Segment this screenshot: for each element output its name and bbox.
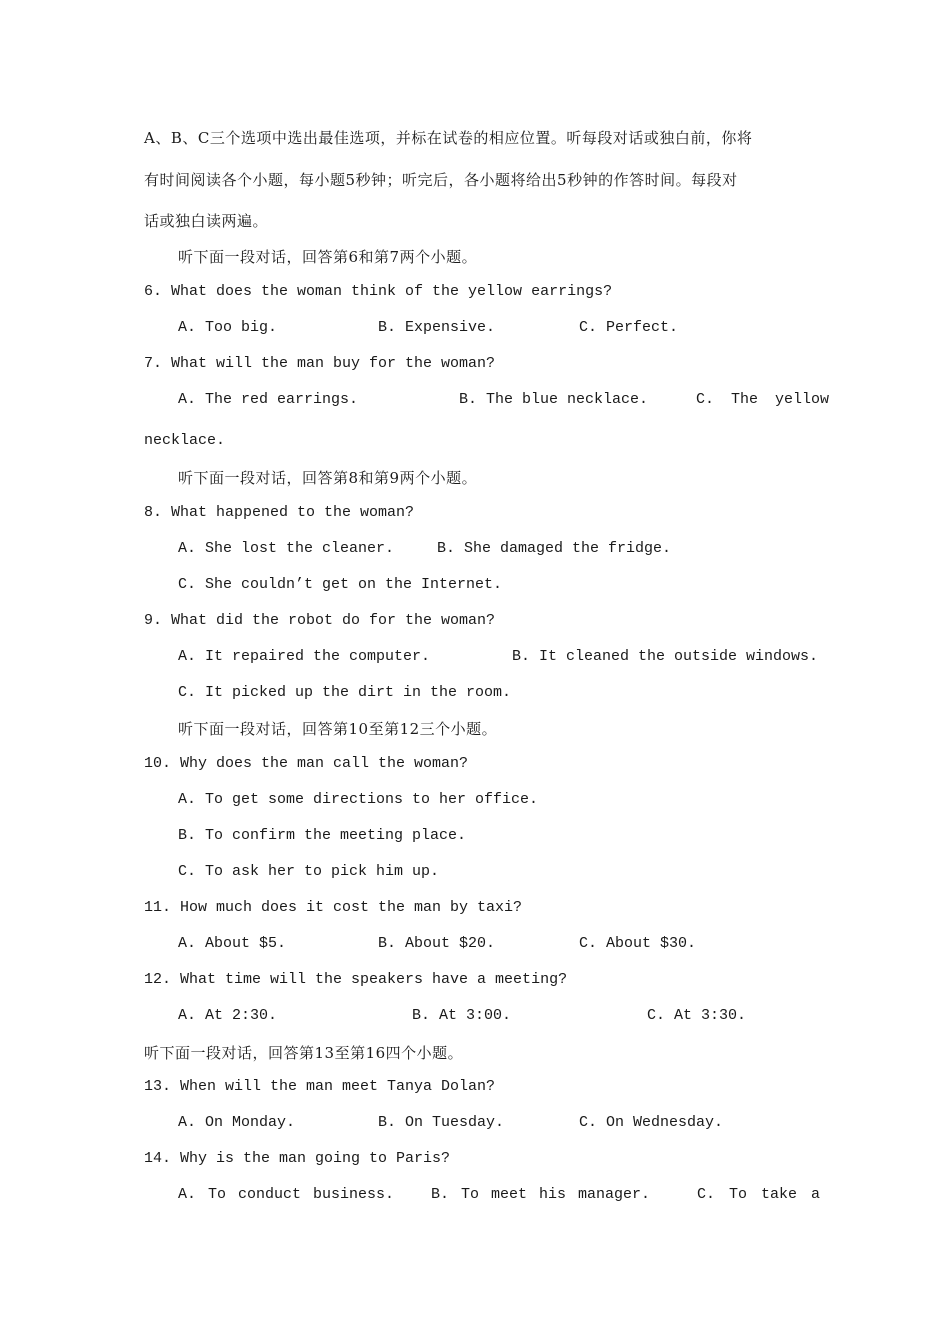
- question-11-option-c[interactable]: C. About $30.: [579, 935, 697, 952]
- question-7-stem: 7. What will the man buy for the woman?: [144, 355, 496, 372]
- question-6-option-c[interactable]: C. Perfect.: [579, 319, 679, 336]
- question-12-stem: 12. What time will the speakers have a meeting?: [144, 971, 568, 988]
- section-heading-10-12: 听下面一段对话，回答第10至第12三个小题。: [178, 720, 498, 738]
- question-13-option-a[interactable]: A. On Monday.: [178, 1114, 296, 1131]
- question-11-option-a[interactable]: A. About $5.: [178, 935, 287, 952]
- question-9-option-b[interactable]: B. It cleaned the outside windows.: [512, 648, 819, 665]
- question-7-option-c[interactable]: [696, 391, 830, 408]
- question-8-option-b[interactable]: B. She damaged the fridge.: [437, 540, 672, 557]
- question-14-option-b[interactable]: B. To meet his manager.: [431, 1186, 651, 1203]
- question-14-option-c[interactable]: C. To take a: [697, 1186, 821, 1203]
- section-heading-13-16: 听下面一段对话，回答第13至第16四个小题。: [144, 1044, 464, 1062]
- question-11-option-b[interactable]: B. About $20.: [378, 935, 496, 952]
- question-10-option-a[interactable]: A. To get some directions to her office.: [178, 791, 539, 808]
- question-8-option-a[interactable]: A. She lost the cleaner.: [178, 540, 395, 557]
- question-14-stem: 14. Why is the man going to Paris?: [144, 1150, 451, 1167]
- section-heading-6-7: 听下面一段对话，回答第6和第7两个小题。: [178, 248, 478, 266]
- question-9-option-c[interactable]: C. It picked up the dirt in the room.: [178, 684, 512, 701]
- question-7-option-c-continued: necklace.: [144, 432, 226, 449]
- question-9-stem: 9. What did the robot do for the woman?: [144, 612, 496, 629]
- question-10-option-b[interactable]: B. To confirm the meeting place.: [178, 827, 467, 844]
- question-12-option-b[interactable]: B. At 3:00.: [412, 1007, 512, 1024]
- question-11-stem: 11. How much does it cost the man by taxi?: [144, 899, 523, 916]
- instructions-line-2: 有时间阅读各个小题，每小题5秒钟；听完后，各小题将给出5秒钟的作答时间。每段对: [144, 171, 738, 189]
- question-10-option-c[interactable]: C. To ask her to pick him up.: [178, 863, 440, 880]
- question-6-option-a[interactable]: A. Too big.: [178, 319, 278, 336]
- question-6-stem: 6. What does the woman think of the yellow earrings?: [144, 283, 613, 300]
- question-7-option-c-text: C. The yellow: [696, 391, 830, 408]
- question-10-stem: 10. Why does the man call the woman?: [144, 755, 469, 772]
- question-13-option-b[interactable]: B. On Tuesday.: [378, 1114, 505, 1131]
- question-6-option-b[interactable]: B. Expensive.: [378, 319, 496, 336]
- question-9-option-a[interactable]: A. It repaired the computer.: [178, 648, 431, 665]
- question-8-option-c[interactable]: C. She couldn’t get on the Internet.: [178, 576, 503, 593]
- question-13-stem: 13. When will the man meet Tanya Dolan?: [144, 1078, 496, 1095]
- question-8-stem: 8. What happened to the woman?: [144, 504, 415, 521]
- question-7-option-b[interactable]: B. The blue necklace.: [459, 391, 649, 408]
- section-heading-8-9: 听下面一段对话，回答第8和第9两个小题。: [178, 469, 478, 487]
- question-12-option-a[interactable]: A. At 2:30.: [178, 1007, 278, 1024]
- instructions-line-1: A、B、C三个选项中选出最佳选项，并标在试卷的相应位置。听每段对话或独白前，你将: [144, 129, 753, 147]
- question-13-option-c[interactable]: C. On Wednesday.: [579, 1114, 724, 1131]
- question-7-option-a[interactable]: A. The red earrings.: [178, 391, 359, 408]
- question-14-option-a[interactable]: A. To conduct business.: [178, 1186, 395, 1203]
- question-12-option-c[interactable]: C. At 3:30.: [647, 1007, 747, 1024]
- instructions-line-3: 话或独白读两遍。: [144, 212, 269, 230]
